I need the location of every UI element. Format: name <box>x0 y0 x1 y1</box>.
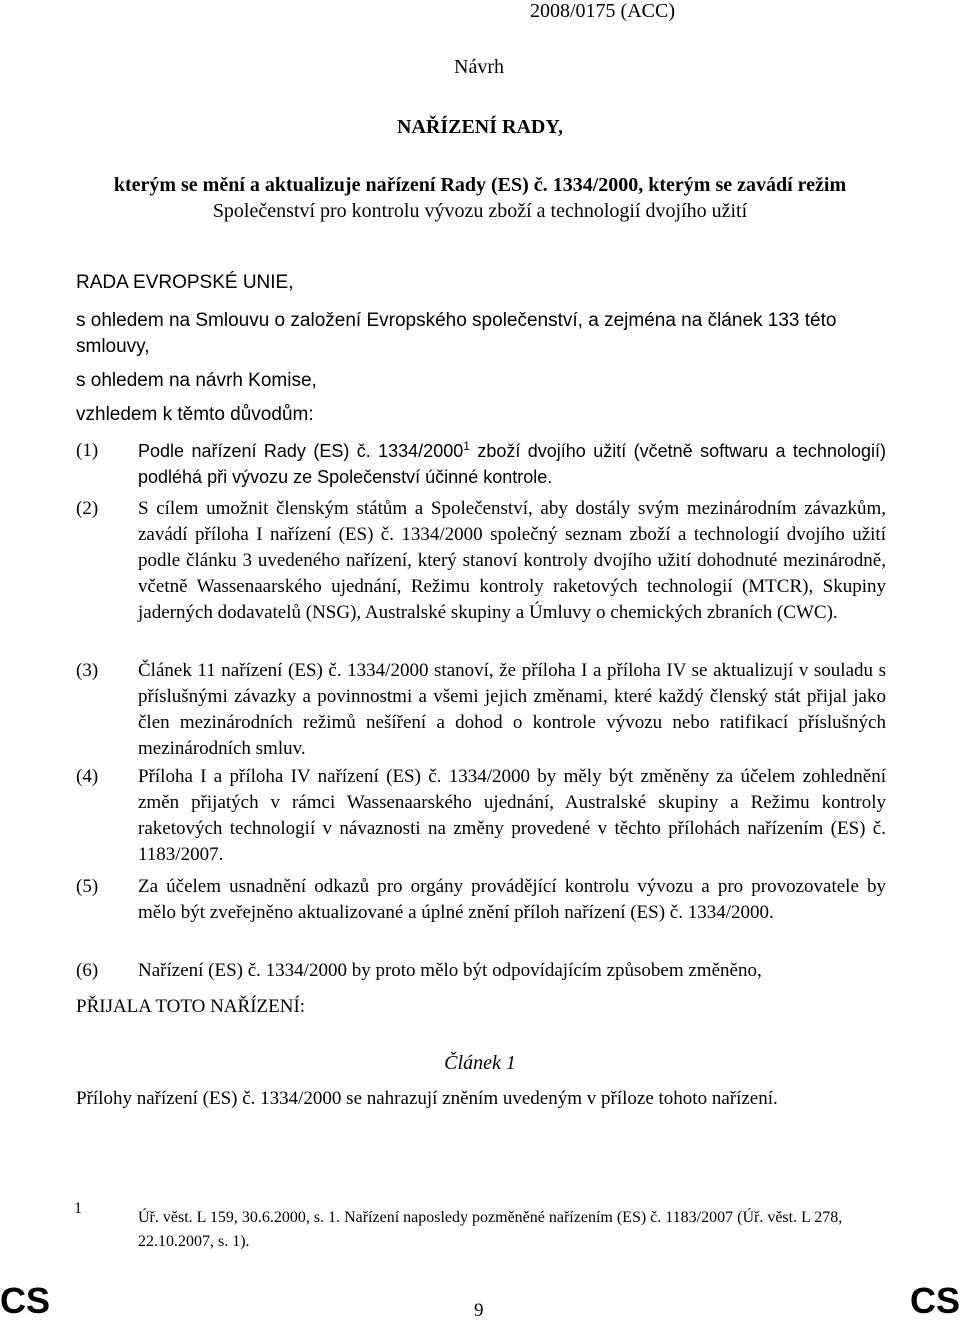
adoption-statement: PŘIJALA TOTO NAŘÍZENÍ: <box>76 996 306 1017</box>
recital-6 <box>76 958 886 984</box>
regulation-subtitle <box>0 172 960 224</box>
recital-number: (5) <box>76 876 99 897</box>
article-text: Přílohy nařízení (ES) č. 1334/2000 se nahrazují zněním uvedeným v příloze tohoto nařízení. <box>76 1088 778 1109</box>
subtitle-line-1-bold: kterým se mění a aktualizuje nařízení Rady (ES) č. <box>113 174 548 196</box>
recital-text: Příloha I a příloha IV nařízení (ES) č. 1334/2000 by měly být změněny za účelem zohlednění změn přijatých v rámci Wassenaarského ujednání, Australské skupiny a Režimu kontroly raketových technologií v návaznosti na změny provedené v těchto přílohách nařízením (ES) č. 1183/2007. <box>138 766 886 865</box>
recital-4 <box>76 764 886 868</box>
recital-text <box>138 438 886 490</box>
draft-label: Návrh <box>454 56 504 78</box>
recital-number: (6) <box>76 960 99 981</box>
recital-text: Nařízení (ES) č. 1334/2000 by proto mělo být odpovídajícím způsobem změněno, <box>138 960 762 981</box>
language-code-right: CS <box>909 1280 960 1321</box>
footnote-text: Úř. věst. L 159, 30.6.2000, s. 1. Nařízení naposledy pozměněné nařízením (ES) č. 1183/2007 (Úř. věst. L 278, 22.10.2007, s. 1). <box>138 1209 843 1250</box>
recital-text: Článek 11 nařízení (ES) č. 1334/2000 stanoví, že příloha I a příloha IV se aktualizují v souladu s příslušnými závazky a povinnostmi a všemi jejich změnami, které každý členský stát přijal jako člen mezinárodních režimů nešíření a dohod o kontrole vývozu nebo ratifikací příslušných mezinárodních smluv. <box>138 660 886 759</box>
recital-number: (2) <box>76 498 99 519</box>
recital-number: (3) <box>76 660 99 681</box>
recital-number: (4) <box>76 766 99 787</box>
preamble-treaty-line-2: smlouvy, <box>76 336 150 357</box>
recital-1 <box>76 438 886 490</box>
regulation-title: NAŘÍZENÍ RADY, <box>397 116 563 138</box>
subtitle-line-1 <box>0 172 960 198</box>
preamble-whereas: vzhledem k těmto důvodům: <box>76 404 314 425</box>
footnote-reference: 1 <box>463 439 470 453</box>
preamble-treaty-line-1: s ohledem na Smlouvu o založení Evropského společenství, a zejména na článek 133 této <box>76 310 837 331</box>
recital-3 <box>76 658 886 762</box>
recital-text: S cílem umožnit členským státům a Společenství, aby dostály svým mezinárodním závazkům, zavádí příloha I nařízení (ES) č. 1334/2000 společný seznam zboží a technologií dvojího užití podle článku 3 uvedeného nařízení, který stanoví kontroly dvojího užití dohodnuté mezinárodně, včetně Wassenaarského ujednání, Režimu kontroly raketových technologií (MTCR), Skupiny jaderných dodavatelů (NSG), Australské skupiny a Úmluvy o chemických zbraních (CWC). <box>138 498 886 623</box>
subtitle-line-1-rest: 1334/2000, kterým se zavádí režim <box>547 174 847 196</box>
footnote-number: 1 <box>74 1200 82 1217</box>
recital-text-part: zboží dvojího užití (včetně softwaru a technologií) podléhá při vývozu ze Společenství účinné kontrole. <box>138 441 886 487</box>
recital-text-part: Podle nařízení Rady (ES) č. 1334/2000 <box>138 441 464 461</box>
document-reference: 2008/0175 (ACC) <box>530 0 675 22</box>
article-title: Článek 1 <box>444 1052 516 1074</box>
language-code-left: CS <box>0 1280 51 1321</box>
recital-5 <box>76 874 886 926</box>
preamble-council: RADA EVROPSKÉ UNIE, <box>76 272 294 293</box>
recital-text: Za účelem usnadnění odkazů pro orgány provádějící kontrolu vývozu a pro provozovatele by mělo být zveřejněno aktualizované a úplné znění příloh nařízení (ES) č. 1334/2000. <box>138 876 886 923</box>
recital-2 <box>76 496 886 626</box>
preamble-commission: s ohledem na návrh Komise, <box>76 370 317 391</box>
recital-number: (1) <box>76 440 99 461</box>
subtitle-line-2: Společenství pro kontrolu vývozu zboží a technologií dvojího užití <box>212 200 748 222</box>
page-number: 9 <box>474 1300 484 1321</box>
